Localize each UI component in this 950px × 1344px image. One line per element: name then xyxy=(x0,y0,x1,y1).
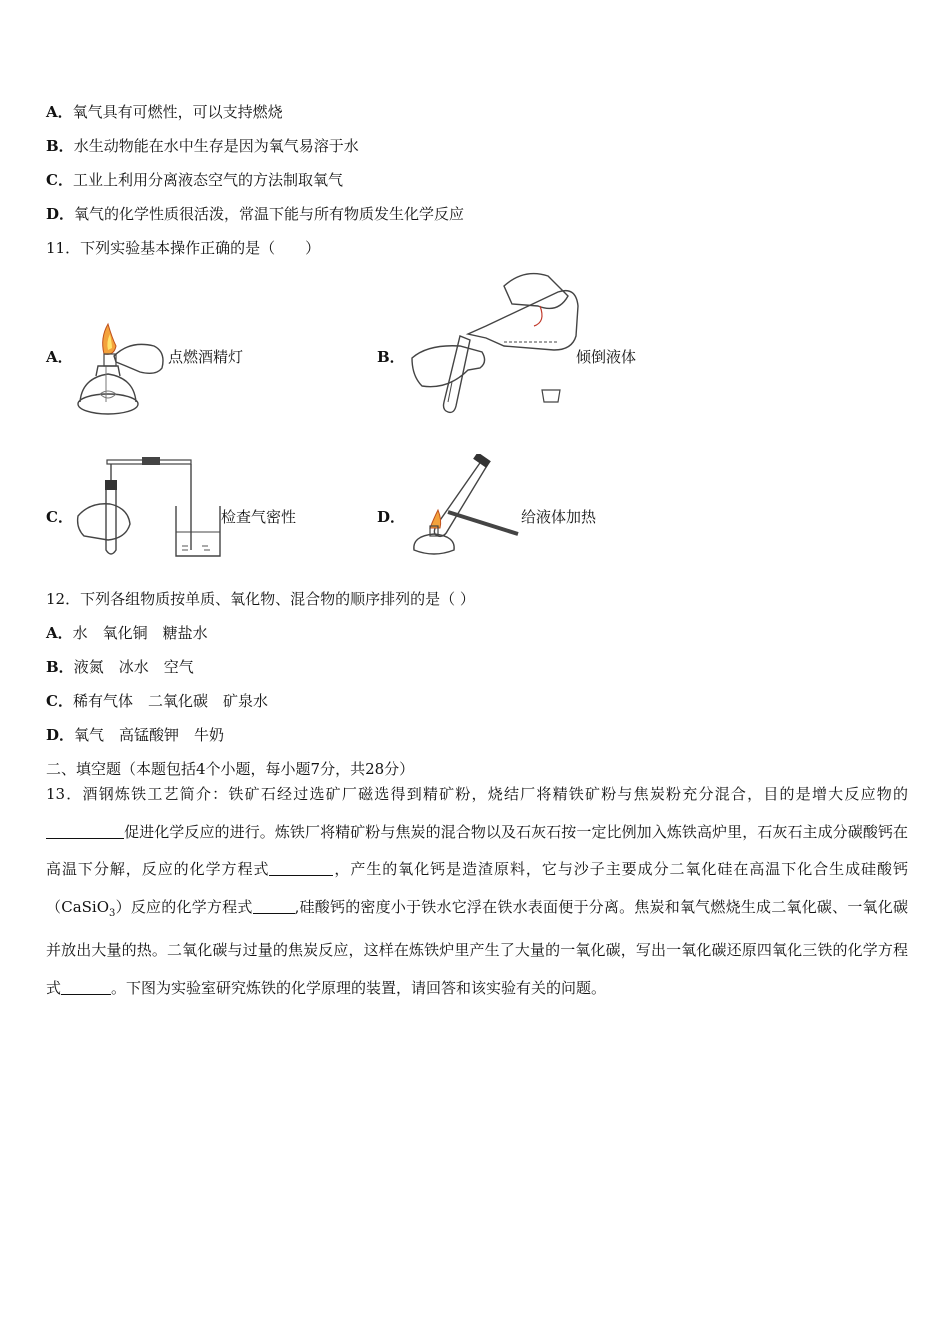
air-tightness-check-figure xyxy=(76,454,224,560)
q12-option-a: A．水 氧化铜 糖盐水 xyxy=(46,624,208,642)
q11-option-b-caption: 倾倒液体 xyxy=(576,348,637,366)
heating-liquid-figure xyxy=(402,454,520,560)
q12-stem: 12．下列各组物质按单质、氧化物、混合物的顺序排列的是（ ） xyxy=(46,590,475,608)
q11-option-b-label: B． xyxy=(377,348,405,366)
q13-paragraph: 13．酒钢炼铁工艺简介：铁矿石经过选矿厂磁选得到精矿粉，烧结厂将精铁矿粉与焦炭粉充分混合，目的是增大反应物的促进化学反应的进行。炼铁厂将精矿粉与焦炭的混合物以及石灰石按一定比例加入炼铁高炉里，石灰石主成分碳酸钙在高温下分解，反应的化学方程式 ，产生的氧化钙是造渣原料，它与沙子主要成分二氧化硅在高温下化合生成硅酸钙（CaSiO$_3$）反应的化学方程式 ,硅酸钙的密度小于铁水它浮在铁水表面便于分离。焦炭和氧气燃烧生成二氧化碳、一氧化碳并放出大量的热。二氧化碳与过量的焦炭反应，这样在炼铁炉里产生了大量的一氧化碳，写出一氧化碳还原四氧化三铁的化学方程式 。下图为实验室研究炼铁的化学原理的装置，请回答和该实验有关的问题。 xyxy=(46,785,908,997)
q12-option-d: D．氧气 高锰酸钾 牛奶 xyxy=(46,726,225,744)
section-heading: 二、填空题（本题包括4个小题，每小题7分，共28分） xyxy=(46,760,415,778)
q12-option-c: C．稀有气体 二氧化碳 矿泉水 xyxy=(46,692,268,710)
answer-blank-3[interactable] xyxy=(253,897,295,914)
q10-option-a: A．氧气具有可燃性，可以支持燃烧 xyxy=(46,103,283,121)
q11-option-c-caption: 检查气密性 xyxy=(221,508,297,526)
q10-option-c: C．工业上利用分离液态空气的方法制取氧气 xyxy=(46,171,343,189)
alcohol-lamp-lighting-figure xyxy=(70,316,170,420)
q12-option-b: B．液氮 冰水 空气 xyxy=(46,658,194,676)
answer-blank-4[interactable] xyxy=(61,978,111,995)
answer-blank-1[interactable] xyxy=(46,822,124,839)
q11-option-a-caption: 点燃酒精灯 xyxy=(168,348,244,366)
answer-blank-2[interactable] xyxy=(269,859,333,876)
pouring-liquid-figure xyxy=(408,266,584,418)
q11-stem: 11．下列实验基本操作正确的是（ ） xyxy=(46,239,321,257)
q11-option-c-label: C． xyxy=(46,508,73,526)
q11-option-a-label: A． xyxy=(46,348,73,366)
q11-option-d-label: D． xyxy=(377,508,406,526)
q10-option-b: B．水生动物能在水中生存是因为氧气易溶于水 xyxy=(46,137,359,155)
q11-option-d-caption: 给液体加热 xyxy=(521,508,597,526)
q10-option-d: D．氧气的化学性质很活泼，常温下能与所有物质发生化学反应 xyxy=(46,205,465,223)
